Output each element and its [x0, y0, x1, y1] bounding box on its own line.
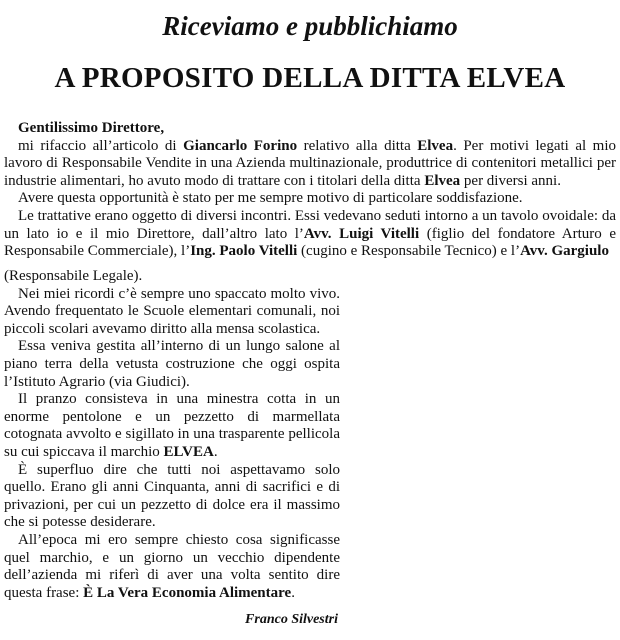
headline: A PROPOSITO DELLA DITTA ELVEA — [54, 62, 566, 94]
paragraph-1 — [4, 138, 616, 191]
paragraph-1-text: . Per motivi legati al mio lavoro di Responsabile Vendite in una Azienda multinazionale, produttrice di contenitori metallici per industrie alimentari, ho avuto modo di trattare con i titolari della ditta — [4, 137, 616, 189]
paragraph-1-text: relativo alla ditta — [297, 137, 418, 154]
paragraph-7: È superfluo dire che tutti noi aspettavamo solo quello. Erano gli anni Cinquanta, anni di sacrifici e di privazioni, per cui un pezzetto di dolce era il massimo che si potesse desiderare. — [4, 461, 340, 531]
article-body-wide — [4, 120, 616, 261]
paragraph-1-text: per diversi anni. — [460, 172, 561, 189]
person-name: Avv. Gargiulo — [520, 243, 609, 260]
paragraph-4: Nei miei ricordi c’è sempre uno spaccato molto vivo. Avendo frequentato le Scuole elementari comunali, noi piccoli scolari avevamo diritto alla mensa scolastica. — [4, 285, 340, 337]
paragraph-1-text: mi rifaccio all’articolo di — [18, 137, 184, 154]
paragraph-8-text: . — [291, 584, 295, 601]
paragraph-3 — [4, 208, 616, 261]
company-name: Elvea — [417, 137, 454, 154]
paragraph-3-text: (cugino e Responsabile Tecnico) e l’ — [297, 243, 521, 260]
kicker-title: Riceviamo e pubblichiamo — [162, 11, 458, 41]
brand-name: ELVEA — [163, 443, 214, 460]
paragraph-3-text: Le trattative erano oggetto di diversi incontri. Essi vedevano seduti intorno a un tavolo ovoidale: da un lato io e il mio Direttore, dall’altro lato l’ — [4, 207, 616, 242]
paragraph-3-continued: (Responsabile Legale). — [4, 268, 143, 284]
person-name: Ing. Paolo Vitelli — [190, 243, 298, 260]
person-name: Avv. Luigi Vitelli — [303, 225, 420, 242]
paragraph-6-text: Il pranzo consisteva in una minestra cotta in un enorme pentolone e un pezzetto di marmellata cotognata avvolto e sigillato in una trasparente pellicola su cui spiccava il marchio — [4, 391, 340, 460]
paragraph-6-text: . — [213, 443, 218, 460]
paragraph-6 — [4, 391, 340, 461]
greeting: Gentilissimo Direttore, — [18, 120, 165, 136]
signature: Franco Silvestri — [245, 612, 338, 627]
company-name: Elvea — [424, 172, 461, 189]
paragraph-8-text: All’epoca mi ero sempre chiesto cosa significasse quel marchio, e un giorno un vecchio dipendente dell’azienda mi riferì di aver una volta sentito dire questa frase: — [4, 531, 340, 601]
article-body-column — [4, 268, 340, 602]
paragraph-8 — [4, 532, 340, 602]
brand-expansion: È La Vera Economia Alimentare — [83, 584, 292, 601]
paragraph-5: Essa veniva gestita all’interno di un lungo salone al piano terra della vetusta costruzione che oggi ospita l’Istituto Agrario (via Giudici). — [4, 338, 340, 390]
paragraph-3-text: (figlio del fondatore Arturo e Responsabile Commerciale), l’ — [4, 225, 616, 260]
author-name: Giancarlo Forino — [183, 137, 298, 154]
paragraph-2: Avere questa opportunità è stato per me sempre motivo di particolare soddisfazione. — [18, 190, 523, 207]
